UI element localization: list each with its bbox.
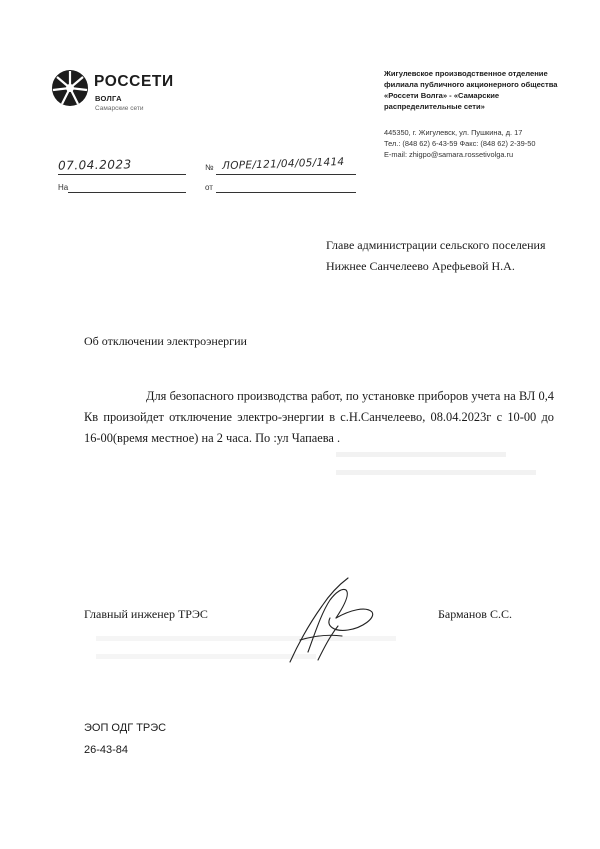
logo-sub: ВОЛГА [95,94,122,103]
org-name-line: распределительные сети» [384,102,485,111]
footer-phone: 26-43-84 [84,744,129,756]
na-label: На [58,183,69,192]
addressee-line2: Нижнее Санчелеево Арефьевой Н.А. [326,259,515,273]
number-handwritten: ЛОРЕ/121/04/05/1414 [221,155,345,173]
rosseti-logo-icon [50,68,90,108]
bleed-through [336,452,506,457]
na-line [68,192,186,193]
body-paragraph: Для безопасного производства работ, по установке приборов учета на ВЛ 0,4 Кв произойдет отключение электро-энергии в с.Н.Санчелеево, 08.04.2023г с 10-00 до 16-00(время местное) на 2 часа. По :ул Чапаева . [84,389,554,445]
org-name [384,68,574,112]
logo-name: РОССЕТИ [94,73,174,90]
number-line [216,174,356,175]
org-name-line: Жигулевское производственное отделение [384,69,548,78]
signer-name: Барманов С.С. [438,607,512,621]
org-name-line: филиала публичного акционерного общества [384,80,558,89]
org-email: E-mail: zhigpo@samara.rossetivolga.ru [384,150,514,159]
date-handwritten: 07.04.2023 [57,157,132,173]
date-line [58,174,186,175]
addressee-line1: Главе администрации сельского поселения [326,238,546,252]
ot-label: от [205,183,213,192]
number-symbol: № [205,163,214,172]
subject: Об отключении электроэнергии [84,334,247,348]
org-name-line: «Россети Волга» - «Самарские [384,91,500,100]
ot-line [216,192,356,193]
org-address: 445350, г. Жигулевск, ул. Пушкина, д. 17 [384,128,523,137]
footer-dept: ЭОП ОДГ ТРЭС [84,722,167,734]
org-phone: Тел.: (848 62) 6-43-59 Факс: (848 62) 2-39-50 [384,139,536,148]
signer-title: Главный инженер ТРЭС [84,607,208,621]
bleed-through [336,470,536,475]
logo-tagline: Самарские сети [95,105,144,112]
signature-icon [270,570,380,670]
